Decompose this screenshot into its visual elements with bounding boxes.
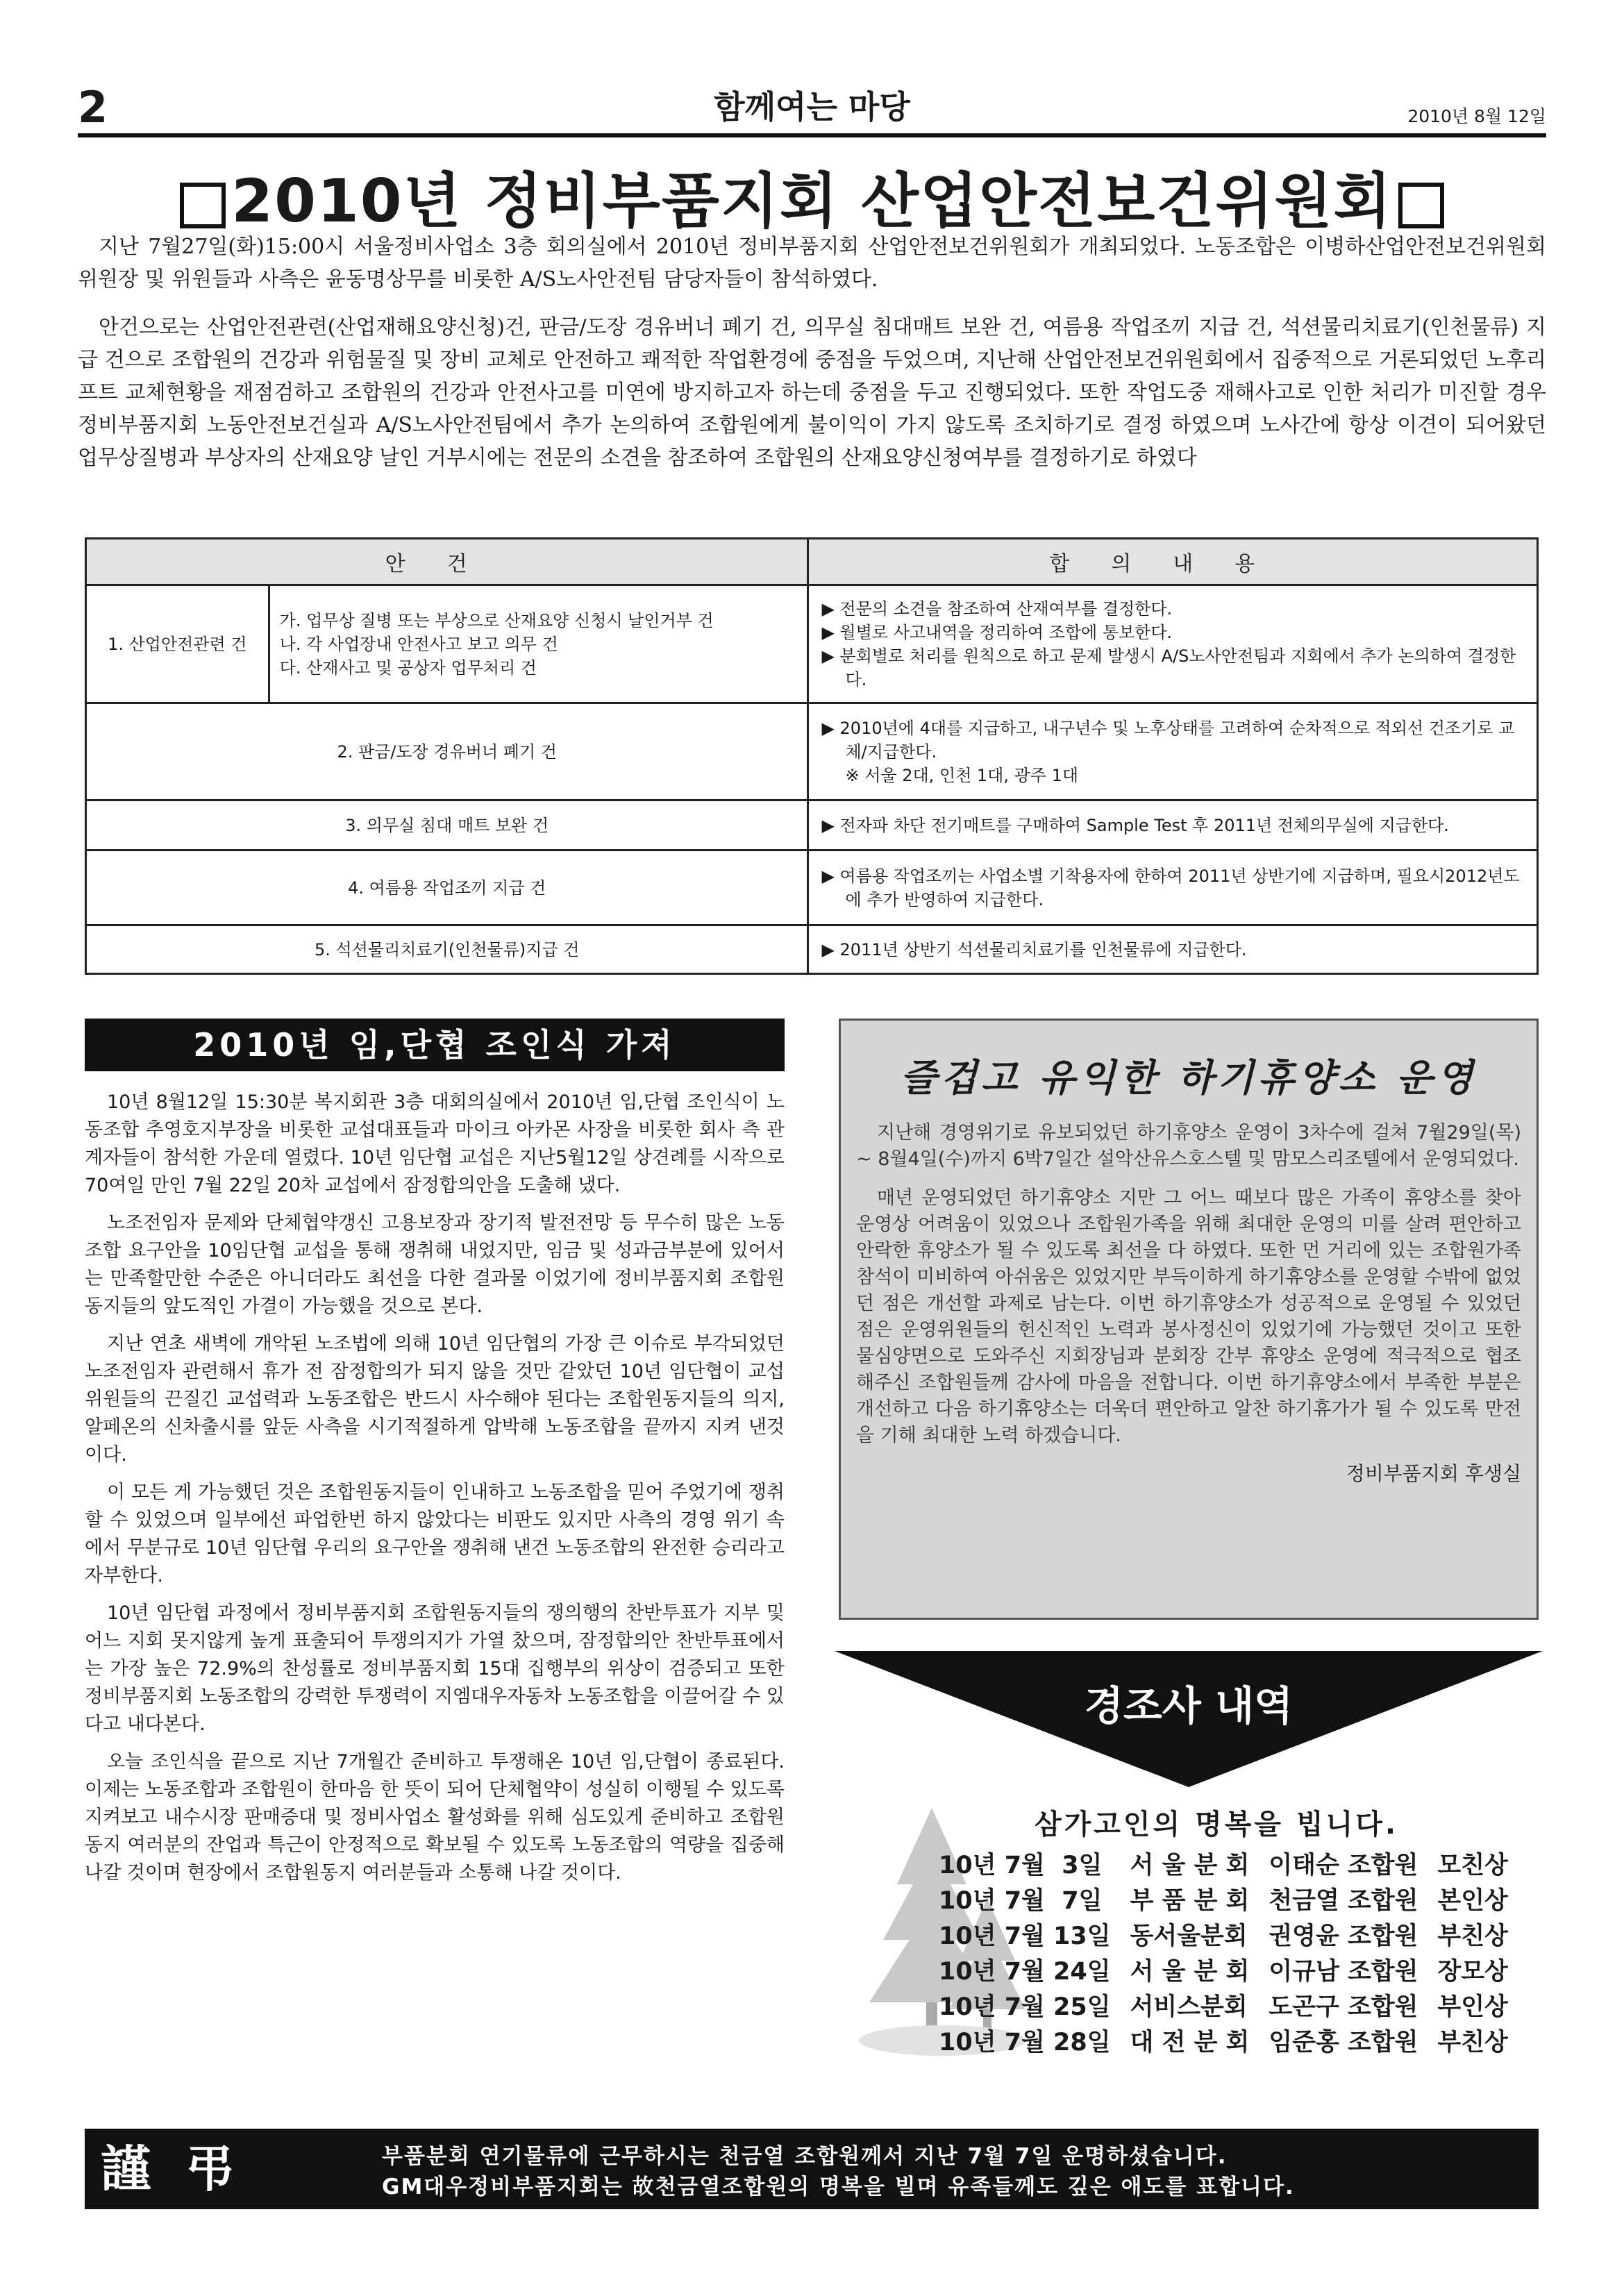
agenda-item-1-sub: [269, 585, 808, 703]
summer-signature: 정비부품지회 후생실: [1346, 1462, 1521, 1485]
condolence-branch: 서 울 분 회: [1130, 1957, 1250, 1986]
condolence-name: 천금열 조합원: [1269, 1886, 1418, 1915]
condolence-relation: 부인상: [1437, 1993, 1508, 2021]
condolence-row: [929, 1881, 1518, 1916]
result-1: [808, 585, 1538, 703]
article-paragraph: 지난 연초 새벽에 개악된 노조법에 의해 10년 임단협의 가장 큰 이슈로 부각되었던 노조전임자 관련해서 휴가 전 잠정합의가 되지 않을 것만 같았던 10년 임단협이 교섭위원들의 끈질긴 교섭력과 노동조합은 반드시 사수해야 된다는 조합원동지들의 의지, 알페온의 신차출시를 앞둔 사측을 시기적절하게 압박해 노동조합을 끝까지 지켜 낸것이다.: [85, 1333, 785, 1466]
summer-resort-title: 즐겁고 유익한 하기휴양소 운영: [900, 1055, 1477, 1100]
page-number: 2: [78, 82, 108, 133]
main-title: [78, 153, 1546, 239]
condolence-relation: 부친상: [1437, 2028, 1508, 2056]
summer-resort-body: [841, 1120, 1537, 1486]
result-line: ▶ 월별로 사고내역을 정리하여 조합에 통보한다.: [821, 622, 1173, 642]
condolence-date: 10년 7월 24일: [939, 1957, 1111, 1986]
header-rule: [78, 133, 1546, 137]
result-line: ▶ 전자파 차단 전기매트를 구매하여 Sample Test 후 2011년 전체의무실에 지급한다.: [821, 815, 1449, 835]
article-body: [85, 1089, 785, 1897]
article-paragraph: 오늘 조인식을 끝으로 지난 7개월간 준비하고 투쟁해온 10년 임,단협이 종료된다. 이제는 노동조합과 조합원이 한마음 한 뜻이 되어 단체협약이 성실히 이행될 수 있도록 지켜보고 내수시장 판매증대 및 정비사업소 활성화를 위해 심도있게 준비하고 조합원동지 여러분의 잔업과 특근이 안정적으로 확보될 수 있도록 노동조합의 역량을 집중해 나갈 것이며 현장에서 조합원동지 여러분들과 소통해 나갈 것이다.: [85, 1751, 785, 1884]
condolence-table: [929, 1845, 1518, 2058]
agenda-item-2: 2. 판금/도장 경유버너 폐기 건: [86, 703, 808, 801]
summer-resort-box: [839, 1019, 1539, 1620]
condolence-date: 10년 7월 25일: [939, 1993, 1111, 2021]
condolence-row: [929, 1845, 1518, 1881]
condolence-name: 이태순 조합원: [1269, 1851, 1418, 1879]
intro-paragraph: 안건으로는 산업안전관련(산업재해요양신청)건, 판금/도장 경유버너 폐기 건, 의무실 침대매트 보완 건, 여름용 작업조끼 지급 건, 석션물리치료기(인천물류) 지급 건으로 조합원의 건강과 위험물질 및 장비 교체로 안전하고 쾌적한 작업환경에 중점을 두었으며, 지난해 산업안전보건위원회에서 집중적으로 거론되었던 노후리프트 교체현황을 재점검하고 조합원의 건강과 안전사고를 미연에 방지하고자 하는데 중점을 두고 진행되었다. 또한 작업도중 재해사고로 인한 처리가 미진할 경우 정비부품지회 노동안전보건실과 A/S노사안전팀에서 추가 논의하여 조합원에게 불이익이 가지 않도록 조치하기로 결정 하였으며 노사간에 항상 이견이 되어왔던 업무상질병과 부상자의 산재요양 날인 거부시에는 전문의 소견을 참조하여 조합원의 산재요양신청여부를 결정하기로 하였다: [78, 315, 1546, 470]
sub-item: 나. 각 사업장내 안전사고 보고 의무 건: [279, 634, 558, 654]
article-title: 2010년 임,단협 조인식 가져: [85, 1019, 785, 1071]
condolence-subtitle: 삼가고인의 명복을 빕니다.: [1035, 1809, 1399, 1841]
agenda-item-5: 5. 석션물리치료기(인천물류)지급 건: [86, 925, 808, 974]
result-line: ▶ 전문의 소견을 참조하여 산재여부를 결정한다.: [821, 598, 1173, 619]
condolence-name: 권영윤 조합원: [1269, 1922, 1418, 1950]
summer-paragraph: 매년 운영되었던 하기휴양소 지만 그 어느 때보다 많은 가족이 휴양소를 찾아 운영상 어려움이 있었으나 조합원가족을 위해 최대한 운영의 미를 살려 편안하고 안락한 휴양소가 될 수 있도록 최선을 다 하였다. 또한 먼 거리에 있는 조합원가족 참석이 미비하여 아쉬움은 있었지만 부득이하게 하기휴양소를 운영할 수밖에 없었던 점은 개선할 과제로 남는다. 이번 하기휴양소가 성공적으로 운영될 수 있었던 점은 운영위원들의 헌신적인 노력과 봉사정신이 있었기에 가능했던 것이고 또한 물심양면으로 도와주신 지회장님과 분회장 간부 휴양소 운영에 적극적으로 협조 해주신 조합원들께 감사에 마음을 전합니다. 이번 하기휴양소에서 부족한 부분은 개선하고 다음 하기휴양소는 더욱더 편안하고 알찬 하기휴가가 될 수 있도록 만전을 기해 최대한 노력 하겠습니다.: [856, 1187, 1521, 1446]
agenda-header: 안건: [86, 539, 808, 585]
condolence-relation: 부친상: [1437, 1922, 1508, 1950]
article-paragraph: 10년 8월12일 15:30분 복지회관 3층 대회의실에서 2010년 임,단협 조인식이 노동조합 추영호지부장을 비롯한 교섭대표들과 마이크 아카몬 사장을 비롯한 회사 측 관계자들이 참석한 가운데 열렸다. 10년 임단협 교섭은 지난5월12일 상견례를 시작으로 70여일 만인 7월 22일 20차 교섭에서 잠정합의안을 도출해 냈다.: [85, 1091, 785, 1196]
result-4: [808, 850, 1538, 925]
result-note: ※ 서울 2대, 인천 1대, 광주 1대: [845, 765, 1079, 785]
section-title: 함께여는 마당: [714, 88, 910, 126]
memorial-line-1: 부품분회 연기물류에 근무하시는 천금열 조합원께서 지난 7월 7일 운명하셨습니다.: [382, 2144, 1228, 2169]
result-2: [808, 703, 1538, 801]
result-line: ▶ 여름용 작업조끼는 사업소별 기착용자에 한하여 2011년 상반기에 지급하며, 필요시2012년도에 추가 반영하여 지급한다.: [821, 866, 1520, 910]
memorial-heading: 謹 弔: [101, 2139, 244, 2198]
condolence-date: 10년 7월 28일: [939, 2028, 1111, 2056]
intro-paragraph: 지난 7월27일(화)15:00시 서울정비사업소 3층 회의실에서 2010년 정비부품지회 산업안전보건위원회가 개최되었다. 노동조합은 이병하산업안전보건위원회 위원장 및 위원들과 사측은 윤동명상무를 비롯한 A/S노사안전팀 담당자들이 참석하였다.: [78, 235, 1546, 292]
result-line: ▶ 분회별로 처리를 원칙으로 하고 문제 발생시 A/S노사안전팀과 지회에서 추가 논의하여 결정한다.: [821, 646, 1516, 689]
result-line: ▶ 2010년에 4대를 지급하고, 내구년수 및 노후상태를 고려하여 순차적으로 적외선 건조기로 교체/지급한다.: [821, 718, 1515, 762]
condolence-name: 임준홍 조합원: [1269, 2028, 1418, 2056]
memorial-line-2: GM대우정비부품지회는 故천금열조합원의 명복을 빌며 유족들께도 깊은 애도를 표합니다.: [382, 2175, 1295, 2199]
agenda-item-3: 3. 의무실 침대 매트 보완 건: [86, 801, 808, 850]
agenda-item-4: 4. 여름용 작업조끼 지급 건: [86, 850, 808, 925]
condolence-row: [929, 1987, 1518, 2022]
condolence-relation: 본인상: [1437, 1886, 1508, 1915]
summer-paragraph: 지난해 경영위기로 유보되었던 하기휴양소 운영이 3차수에 걸쳐 7월29일(목) ~ 8월4일(수)까지 6박7일간 설악산유스호스텔 및 맘모스리조텔에서 운영되었다.: [856, 1122, 1521, 1170]
agenda-item-1: 1. 산업안전관련 건: [86, 585, 269, 703]
condolence-name: 도곤구 조합원: [1269, 1993, 1418, 2021]
sub-item: 다. 산재사고 및 공상자 업무처리 건: [279, 657, 537, 678]
condolence-branch: 대 전 분 회: [1130, 2028, 1250, 2056]
result-header: 합의내용: [808, 539, 1538, 585]
square-icon: [1398, 183, 1444, 228]
condolence-date: 10년 7월 13일: [939, 1922, 1111, 1950]
condolence-branch: 서 울 분 회: [1130, 1851, 1250, 1879]
agenda-table: [85, 537, 1539, 975]
condolence-branch: 부 품 분 회: [1130, 1886, 1250, 1915]
article-paragraph: 노조전임자 문제와 단체협약갱신 고용보장과 장기적 발전전망 등 무수히 많은 노동조합 요구안을 10임단협 교섭을 통해 쟁취해 내었지만, 임금 및 성과금부분에 있어서는 만족할만한 수준은 아니더라도 최선을 다한 결과물 이었기에 정비부품지회 조합원동지들의 앞도적인 가결이 가능했을 것으로 본다.: [85, 1212, 785, 1317]
condolence-name: 이규남 조합원: [1269, 1957, 1418, 1986]
square-icon: [180, 183, 226, 228]
condolence-title: 경조사 내역: [1084, 1682, 1294, 1729]
condolence-relation: 장모상: [1437, 1957, 1508, 1986]
result-3: [808, 801, 1538, 850]
condolence-date: 10년 7월 3일: [939, 1851, 1103, 1879]
intro-text: [78, 231, 1546, 489]
sub-item: 가. 업무상 질병 또는 부상으로 산재요양 신청시 날인거부 건: [279, 610, 714, 630]
article-paragraph: 이 모든 게 가능했던 것은 조합원동지들이 인내하고 노동조합을 믿어 주었기에 쟁취할 수 있었으며 일부에선 파업한번 하지 않았다는 비판도 있지만 사측의 경영 위기 속에서 무분규로 10년 임단협 우리의 요구안을 쟁취해 낸건 노동조합의 완전한 승리라고 자부한다.: [85, 1482, 785, 1586]
result-line: ▶ 2011년 상반기 석션물리치료기를 인천물류에 지급한다.: [821, 939, 1247, 960]
condolence-branch: 동서울분회: [1130, 1922, 1248, 1950]
result-5: [808, 925, 1538, 974]
article-paragraph: 10년 임단협 과정에서 정비부품지회 조합원동지들의 쟁의행의 찬반투표가 지부 및 어느 지회 못지않게 높게 표출되어 투쟁의지가 가열 찼으며, 잠정합의안 찬반투표에서는 가장 높은 72.9%의 찬성률로 정비부품지회 15대 집행부의 위상이 검증되고 또한 정비부품지회 노동조합의 강력한 투쟁력이 지엠대우자동차 노동조합을 이끌어갈 수 있다고 내다본다.: [85, 1602, 785, 1735]
main-title-text: 2010년 정비부품지회 산업안전보건위원회: [231, 167, 1393, 236]
condolence-date: 10년 7월 7일: [939, 1886, 1103, 1915]
condolence-row: [929, 1952, 1518, 1987]
condolence-row: [929, 1916, 1518, 1952]
condolence-branch: 서비스분회: [1130, 1993, 1248, 2021]
condolence-relation: 모친상: [1437, 1851, 1508, 1879]
condolence-row: [929, 2022, 1518, 2058]
issue-date: 2010년 8월 12일: [1407, 106, 1546, 126]
